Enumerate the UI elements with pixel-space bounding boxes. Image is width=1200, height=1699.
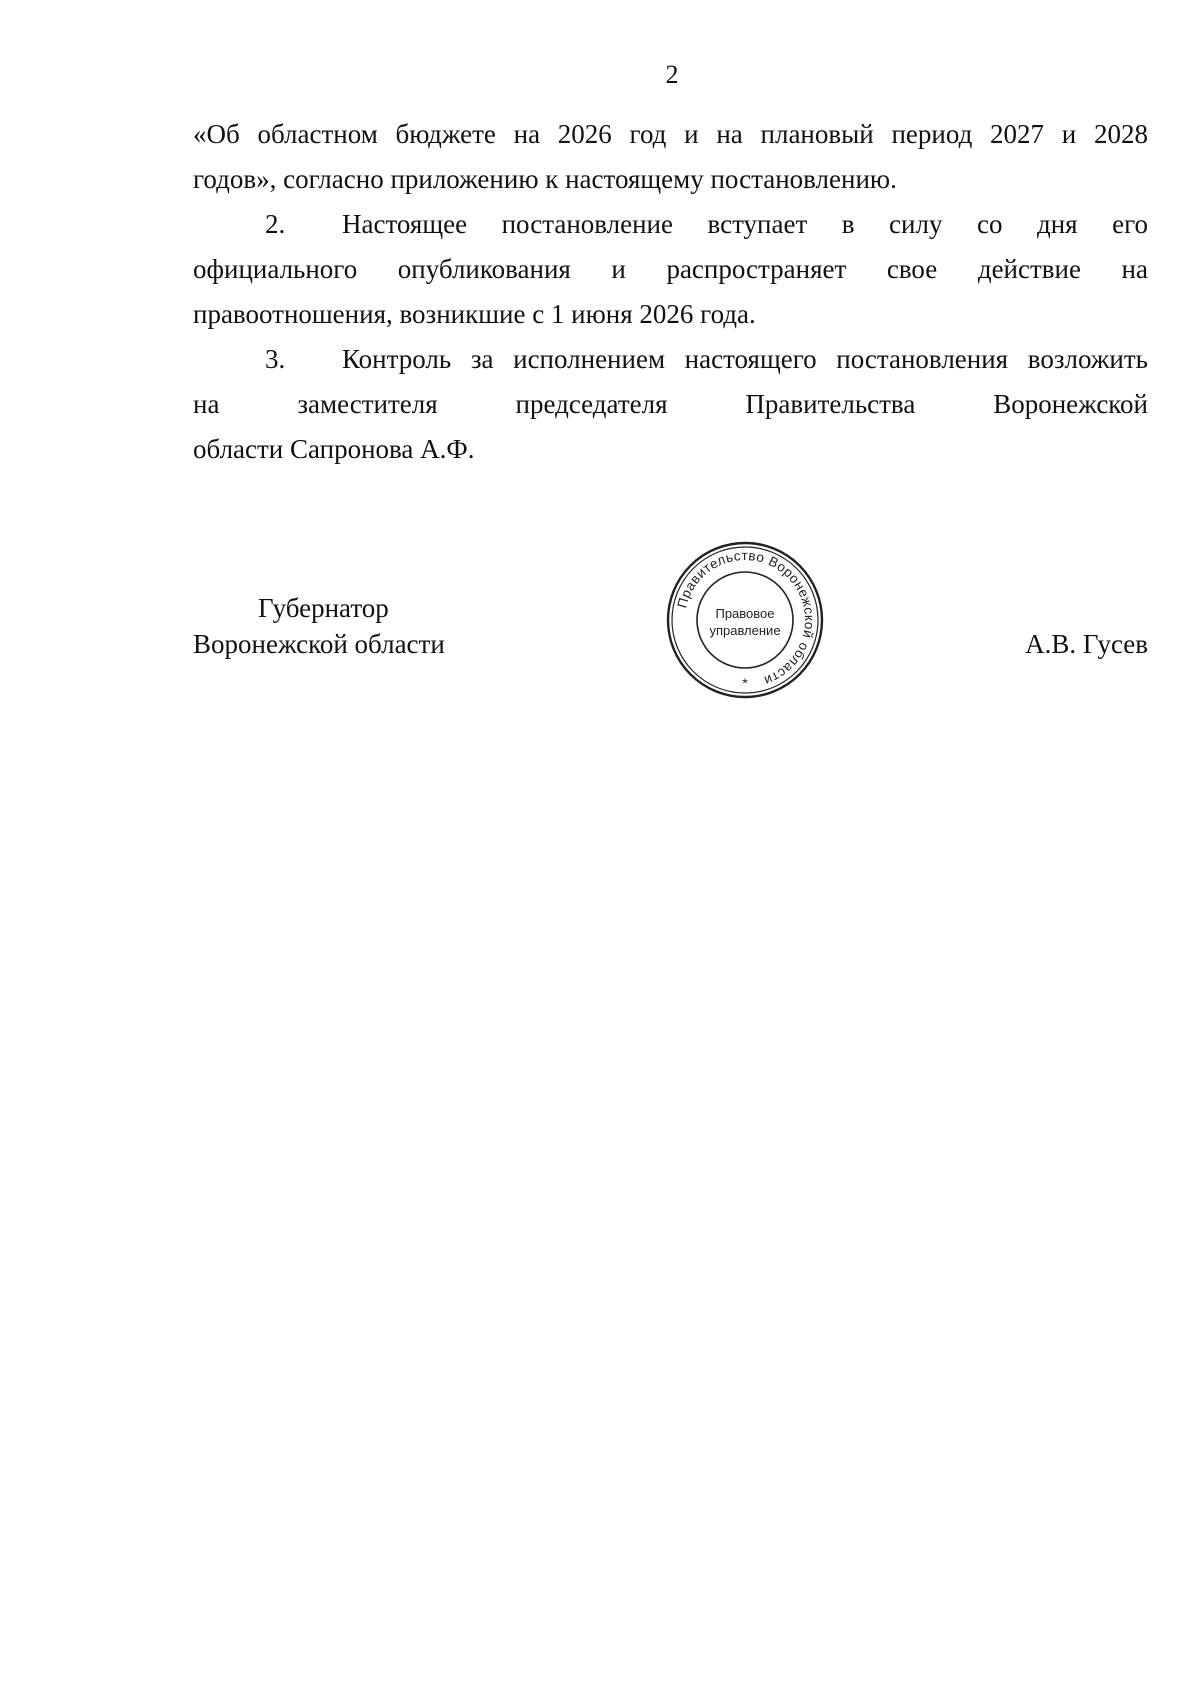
paragraph-3-line-2: на заместителя председателя Правительства Воронежской	[193, 389, 1148, 419]
paragraph-2-line-2: официального опубликования и распространяет свое действие на	[193, 254, 1148, 284]
paragraph-2-number: 2.	[265, 209, 286, 239]
paragraph-2-line-3: правоотношения, возникшие с 1 июня 2026 года.	[193, 299, 756, 329]
page-number: 2	[665, 60, 679, 89]
paragraph-2	[193, 202, 1148, 337]
signatory-position-line-2: Воронежской области	[193, 629, 445, 659]
paragraph-2-line-1-text: Настоящее постановление вступает в силу со дня его	[342, 209, 1148, 239]
paragraph-1-line-1: «Об областном бюджете на 2026 год и на плановый период 2027 и 2028	[193, 119, 1148, 149]
paragraph-3	[193, 337, 1148, 472]
paragraph-2-line-1	[193, 202, 1148, 247]
stamp-ring-text-path: Правительство Воронежской области	[674, 547, 818, 689]
paragraph-3-line-1	[193, 337, 1148, 382]
paragraph-3-number: 3.	[265, 344, 286, 374]
stamp-star: *	[742, 675, 748, 691]
official-stamp	[665, 540, 825, 700]
signatory-position-line-1: Губернатор	[258, 593, 389, 623]
paragraph-1-line-2: годов», согласно приложению к настоящему постановлению.	[193, 164, 897, 194]
stamp-center-line-1: Правовое	[715, 606, 775, 621]
document-body	[193, 112, 1148, 472]
signatory-position	[193, 590, 445, 662]
stamp-center-line-2: управление	[709, 623, 781, 638]
paragraph-3-line-3: области Сапронова А.Ф.	[193, 434, 475, 464]
paragraph-1	[193, 112, 1148, 202]
signatory-name: А.В. Гусев	[1025, 629, 1148, 659]
paragraph-3-line-1-text: Контроль за исполнением настоящего постановления возложить	[342, 344, 1148, 374]
